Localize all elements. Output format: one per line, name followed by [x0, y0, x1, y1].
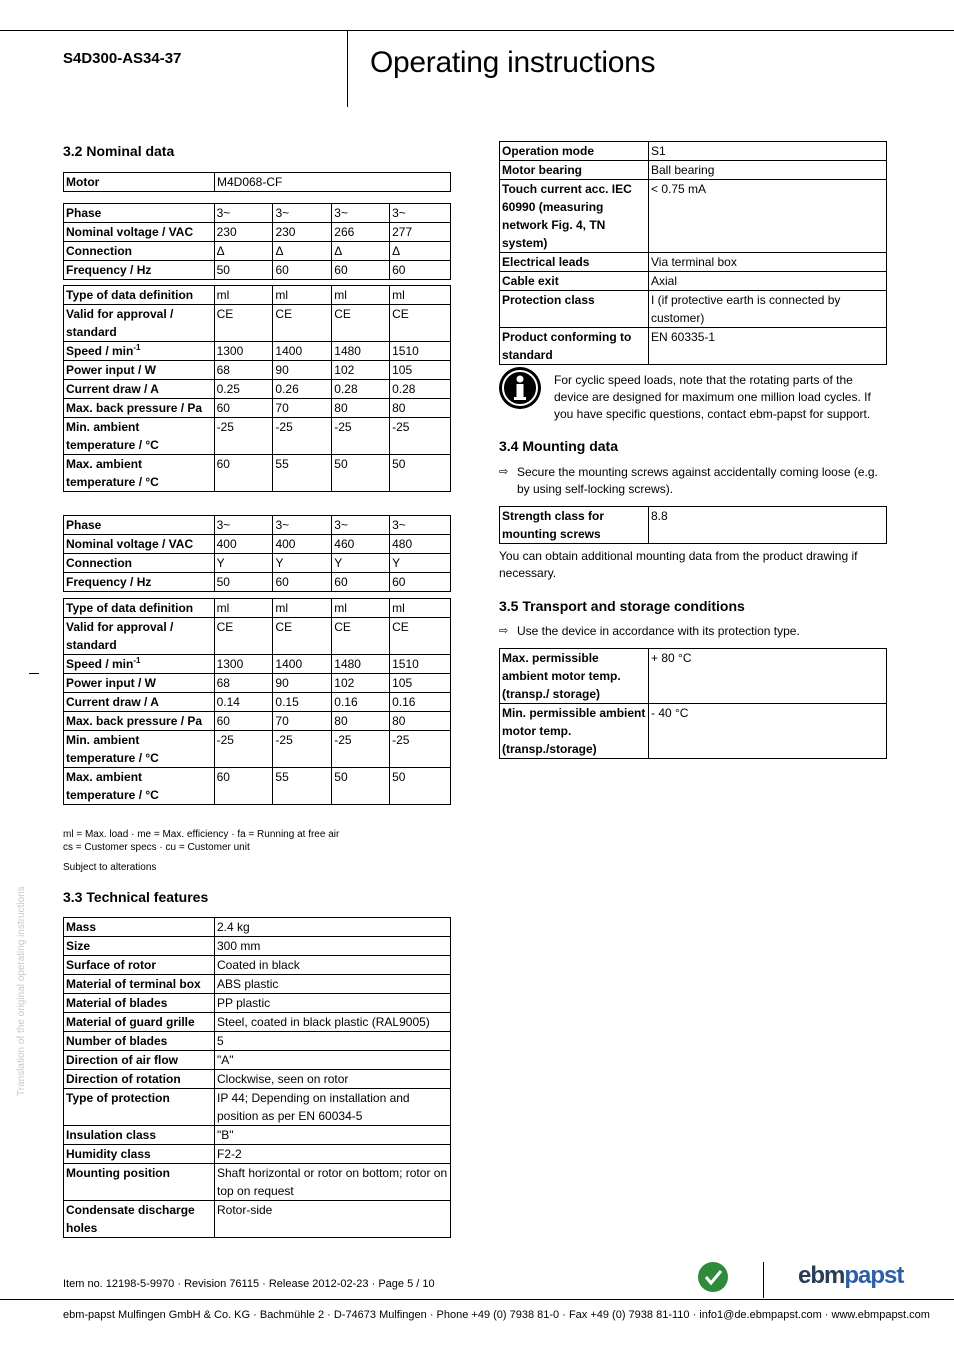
row-value: CE: [332, 618, 390, 655]
row-value: "A": [215, 1051, 451, 1070]
row-value: 68: [214, 674, 273, 693]
row-value: Y: [332, 554, 390, 573]
row-value: Δ: [332, 242, 390, 261]
row-label: Speed / $\min^{-1}$: [64, 342, 215, 361]
row-label: Motor bearing: [500, 161, 649, 180]
section-heading-technical-features: 3.3 Technical features: [63, 889, 209, 905]
row-value: CE: [390, 618, 451, 655]
table-row: [64, 975, 451, 994]
table-row: [64, 342, 451, 361]
table-row: [64, 1201, 451, 1238]
row-label: Frequency / Hz: [64, 573, 215, 592]
row-value: 1510: [390, 342, 451, 361]
arrow-icon: ⇨: [499, 466, 509, 478]
row-value: 55: [273, 768, 332, 805]
row-value: CE: [390, 305, 451, 342]
footer-rule: [0, 1299, 954, 1300]
table-row: [64, 1013, 451, 1032]
row-value: Δ: [214, 242, 273, 261]
row-value: 0.28: [332, 380, 390, 399]
subject-to-alterations: Subject to alterations: [63, 862, 157, 873]
row-label: Material of blades: [64, 994, 215, 1013]
row-value: 1400: [273, 342, 332, 361]
row-value: 460: [332, 535, 390, 554]
row-value: -25: [214, 418, 273, 455]
row-label: Operation mode: [500, 142, 649, 161]
row-value: 55: [273, 455, 332, 492]
row-value: 60: [332, 261, 390, 280]
table-row: [500, 272, 887, 291]
row-label: Current draw / A: [64, 693, 215, 712]
row-value: ml: [214, 286, 273, 305]
ebmpapst-logo: ebmpapst: [798, 1262, 904, 1289]
row-value: I (if protective earth is connected by customer): [649, 291, 887, 328]
row-value: 1300: [214, 342, 273, 361]
row-value: 3~: [273, 204, 332, 223]
row-value: 0.16: [390, 693, 451, 712]
row-label: Protection class: [500, 291, 649, 328]
row-label: Condensate discharge holes: [64, 1201, 215, 1238]
row-value: -25: [332, 418, 390, 455]
row-value: 50: [214, 261, 273, 280]
row-value: 266: [332, 223, 390, 242]
row-value: 3~: [332, 516, 390, 535]
row-value: 70: [273, 712, 332, 731]
motor-table: [63, 172, 451, 192]
technical-features-table: [63, 917, 451, 1238]
row-value: 400: [214, 535, 273, 554]
table-row: [64, 599, 451, 618]
footer-logo-divider: [763, 1262, 764, 1298]
row-label: Type of protection: [64, 1089, 215, 1126]
table-row: [64, 693, 451, 712]
row-value: 0.28: [390, 380, 451, 399]
table-row: [64, 1145, 451, 1164]
row-value: 400: [273, 535, 332, 554]
row-value: - 40 °C: [649, 704, 887, 759]
row-label: Phase: [64, 516, 215, 535]
row-value: 50: [390, 768, 451, 805]
row-value: CE: [332, 305, 390, 342]
row-value: 50: [390, 455, 451, 492]
row-value: 60: [214, 768, 273, 805]
table-row: [64, 242, 451, 261]
row-value: ml: [273, 599, 332, 618]
row-label: Connection: [64, 554, 215, 573]
table-row: [64, 418, 451, 455]
motor-value: M4D068-CF: [215, 173, 451, 192]
row-value: Via terminal box: [649, 253, 887, 272]
row-label: Max. ambient temperature / °C: [64, 455, 215, 492]
row-value: IP 44; Depending on installation and position as per EN 60034-5: [215, 1089, 451, 1126]
side-note: Translation of the original operating instructions: [16, 886, 27, 1096]
table-row: [64, 399, 451, 418]
table-row: [500, 161, 887, 180]
row-value: 3~: [214, 204, 273, 223]
row-value: 1480: [332, 655, 390, 674]
table-row: [500, 649, 887, 704]
section-heading-nominal-data: 3.2 Nominal data: [63, 143, 175, 159]
row-value: Ball bearing: [649, 161, 887, 180]
table-row: [64, 956, 451, 975]
row-label: Mounting position: [64, 1164, 215, 1201]
row-value: CE: [214, 618, 273, 655]
table-row: [64, 918, 451, 937]
row-label: Type of data definition: [64, 286, 215, 305]
transport-bullet: [499, 623, 887, 640]
row-value: 1510: [390, 655, 451, 674]
row-label: Insulation class: [64, 1126, 215, 1145]
table-row: [64, 618, 451, 655]
row-value: 102: [332, 361, 390, 380]
table-row: [500, 291, 887, 328]
info-icon: [499, 367, 541, 409]
row-value: Δ: [273, 242, 332, 261]
info-note: For cyclic speed loads, note that the rotating parts of the device are designed for maximum one million load cycles. If you have specific questions, contact ebm-papst for support.: [554, 373, 871, 421]
row-value: 3~: [390, 516, 451, 535]
table-row: [64, 261, 451, 280]
row-label: Frequency / Hz: [64, 261, 215, 280]
table-row: [64, 712, 451, 731]
strength-class-label: Strength class for mounting screws: [500, 507, 649, 544]
row-label: Direction of air flow: [64, 1051, 215, 1070]
row-value: 90: [273, 361, 332, 380]
table-row: [500, 328, 887, 365]
nominal-table-2-data: [63, 598, 451, 805]
row-label: Touch current acc. IEC 60990 (measuring network Fig. 4, TN system): [500, 180, 649, 253]
row-label: Min. ambient temperature / °C: [64, 731, 215, 768]
legend-line-2: cs = Customer specs · cu = Customer unit: [63, 842, 250, 853]
row-value: ml: [390, 599, 451, 618]
row-label: Type of data definition: [64, 599, 215, 618]
row-label: Size: [64, 937, 215, 956]
page-title: Operating instructions: [370, 46, 656, 79]
row-label: Mass: [64, 918, 215, 937]
row-label: Min. ambient temperature / °C: [64, 418, 215, 455]
table-row: [64, 361, 451, 380]
row-value: CE: [273, 618, 332, 655]
row-value: 50: [332, 768, 390, 805]
row-value: 60: [214, 455, 273, 492]
row-value: 1400: [273, 655, 332, 674]
row-value: -25: [390, 731, 451, 768]
row-value: ml: [332, 599, 390, 618]
row-value: EN 60335-1: [649, 328, 887, 365]
row-label: Phase: [64, 204, 215, 223]
row-value: 80: [332, 399, 390, 418]
row-label: Cable exit: [500, 272, 649, 291]
row-value: 0.26: [273, 380, 332, 399]
row-value: -25: [390, 418, 451, 455]
table-row: [64, 516, 451, 535]
row-label: Humidity class: [64, 1145, 215, 1164]
row-label: Valid for approval / standard: [64, 618, 215, 655]
row-value: 300 mm: [215, 937, 451, 956]
row-label: Power input / W: [64, 674, 215, 693]
row-label: Surface of rotor: [64, 956, 215, 975]
row-label: Current draw / A: [64, 380, 215, 399]
row-value: 480: [390, 535, 451, 554]
table-row: [64, 768, 451, 805]
row-value: 60: [214, 399, 273, 418]
table-row: [64, 994, 451, 1013]
nominal-table-2-header: [63, 515, 451, 592]
row-label: Nominal voltage / VAC: [64, 223, 215, 242]
row-value: Shaft horizontal or rotor on bottom; rotor on top on request: [215, 1164, 451, 1201]
footer-item-info: Item no. 12198-5-9970 · Revision 76115 · Release 2012-02-23 · Page 5 / 10: [63, 1278, 435, 1290]
row-label: Valid for approval / standard: [64, 305, 215, 342]
row-value: 0.16: [332, 693, 390, 712]
row-value: F2-2: [215, 1145, 451, 1164]
transport-bullet-text: Use the device in accordance with its protection type.: [517, 624, 800, 638]
row-value: 105: [390, 361, 451, 380]
row-label: Max. ambient temperature / °C: [64, 768, 215, 805]
nominal-table-1-data: [63, 285, 451, 492]
row-value: ABS plastic: [215, 975, 451, 994]
table-row: [64, 535, 451, 554]
row-label: Max. back pressure / Pa: [64, 712, 215, 731]
table-row: [64, 1051, 451, 1070]
document-id: S4D300-AS34-37: [63, 50, 182, 67]
table-row: [64, 655, 451, 674]
superscript: -1: [133, 656, 141, 665]
row-value: "B": [215, 1126, 451, 1145]
row-label: Connection: [64, 242, 215, 261]
row-label: Material of guard grille: [64, 1013, 215, 1032]
row-value: 50: [332, 455, 390, 492]
table-row: [64, 573, 451, 592]
table-row: [64, 937, 451, 956]
row-label: Electrical leads: [500, 253, 649, 272]
row-value: 3~: [214, 516, 273, 535]
row-value: 0.25: [214, 380, 273, 399]
footer-address: ebm-papst Mulfingen GmbH & Co. KG · Bachmühle 2 · D-74673 Mulfingen · Phone +49 (0) 7938 81-0 · Fax +49 (0) 7938 81-110 · info1@de.ebmpapst.com · www.ebmpapst.com: [63, 1309, 930, 1321]
table-row: [64, 380, 451, 399]
row-value: 60: [390, 261, 451, 280]
table-row: [500, 253, 887, 272]
row-value: Clockwise, seen on rotor: [215, 1070, 451, 1089]
row-value: 230: [273, 223, 332, 242]
row-value: 60: [214, 712, 273, 731]
row-value: Y: [390, 554, 451, 573]
row-value: 70: [273, 399, 332, 418]
table-row: [500, 180, 887, 253]
row-value: -25: [214, 731, 273, 768]
mounting-bullet: [499, 464, 887, 498]
table-row: [64, 1126, 451, 1145]
row-value: Axial: [649, 272, 887, 291]
row-label: Product conforming to standard: [500, 328, 649, 365]
table-row: [500, 142, 887, 161]
header-divider: [347, 30, 348, 107]
table-row: [64, 223, 451, 242]
row-value: 68: [214, 361, 273, 380]
row-value: CE: [214, 305, 273, 342]
row-label: Max. back pressure / Pa: [64, 399, 215, 418]
table-row: [500, 704, 887, 759]
row-value: 0.15: [273, 693, 332, 712]
row-value: 3~: [273, 516, 332, 535]
mounting-bullet-text: Secure the mounting screws against accidentally coming loose (e.g. by using self-locking screws).: [517, 465, 878, 496]
row-value: 60: [390, 573, 451, 592]
strength-class-value: 8.8: [649, 507, 887, 544]
row-value: -25: [273, 418, 332, 455]
row-value: 1480: [332, 342, 390, 361]
row-value: 102: [332, 674, 390, 693]
row-value: 60: [273, 573, 332, 592]
table-row: [64, 731, 451, 768]
row-label: Max. permissible ambient motor temp. (transp./ storage): [500, 649, 649, 704]
row-value: ml: [273, 286, 332, 305]
row-value: 50: [214, 573, 273, 592]
row-value: + 80 °C: [649, 649, 887, 704]
row-value: CE: [273, 305, 332, 342]
row-value: 80: [332, 712, 390, 731]
transport-conditions-table: [499, 648, 887, 759]
row-label: Speed / $\min^{-1}$: [64, 655, 215, 674]
row-label: Number of blades: [64, 1032, 215, 1051]
table-row: [64, 554, 451, 573]
table-row: [64, 1089, 451, 1126]
row-value: Steel, coated in black plastic (RAL9005): [215, 1013, 451, 1032]
motor-label: Motor: [64, 173, 215, 192]
greentech-logo-icon: [698, 1262, 728, 1292]
table-row: [64, 455, 451, 492]
row-value: ml: [332, 286, 390, 305]
row-value: Y: [214, 554, 273, 573]
fold-mark: [29, 673, 39, 674]
row-value: PP plastic: [215, 994, 451, 1013]
row-value: -25: [273, 731, 332, 768]
arrow-icon: ⇨: [499, 625, 509, 637]
row-value: Y: [273, 554, 332, 573]
row-value: 80: [390, 399, 451, 418]
row-value: 80: [390, 712, 451, 731]
row-label: Min. permissible ambient motor temp. (transp./storage): [500, 704, 649, 759]
row-value: 3~: [390, 204, 451, 223]
row-label: Direction of rotation: [64, 1070, 215, 1089]
row-value: 90: [273, 674, 332, 693]
row-value: 0.14: [214, 693, 273, 712]
row-value: 60: [273, 261, 332, 280]
table-row: [64, 1164, 451, 1201]
row-label: Power input / W: [64, 361, 215, 380]
row-value: S1: [649, 142, 887, 161]
row-value: < 0.75 mA: [649, 180, 887, 253]
row-value: 1300: [214, 655, 273, 674]
strength-class-table: [499, 506, 887, 544]
table-row: [64, 204, 451, 223]
row-value: 3~: [332, 204, 390, 223]
superscript: -1: [133, 343, 141, 352]
mounting-note: You can obtain additional mounting data from the product drawing if necessary.: [499, 549, 858, 580]
nominal-table-1-header: [63, 203, 451, 280]
row-value: ml: [214, 599, 273, 618]
row-label: Nominal voltage / VAC: [64, 535, 215, 554]
row-value: ml: [390, 286, 451, 305]
legend-line-1: ml = Max. load · me = Max. efficiency · fa = Running at free air: [63, 829, 340, 840]
table-row: [64, 1070, 451, 1089]
row-value: 2.4 kg: [215, 918, 451, 937]
row-value: 277: [390, 223, 451, 242]
section-heading-mounting-data: 3.4 Mounting data: [499, 438, 618, 454]
row-value: Δ: [390, 242, 451, 261]
row-value: 5: [215, 1032, 451, 1051]
row-value: -25: [332, 731, 390, 768]
table-row: [64, 286, 451, 305]
table-row: [64, 674, 451, 693]
top-rule: [0, 30, 954, 31]
row-value: 230: [214, 223, 273, 242]
motor-properties-table: [499, 141, 887, 365]
row-value: Coated in black: [215, 956, 451, 975]
table-row: [64, 1032, 451, 1051]
row-value: 105: [390, 674, 451, 693]
section-heading-transport-storage: 3.5 Transport and storage conditions: [499, 598, 745, 614]
row-value: 60: [332, 573, 390, 592]
row-label: Material of terminal box: [64, 975, 215, 994]
table-row: [64, 305, 451, 342]
row-value: Rotor-side: [215, 1201, 451, 1238]
